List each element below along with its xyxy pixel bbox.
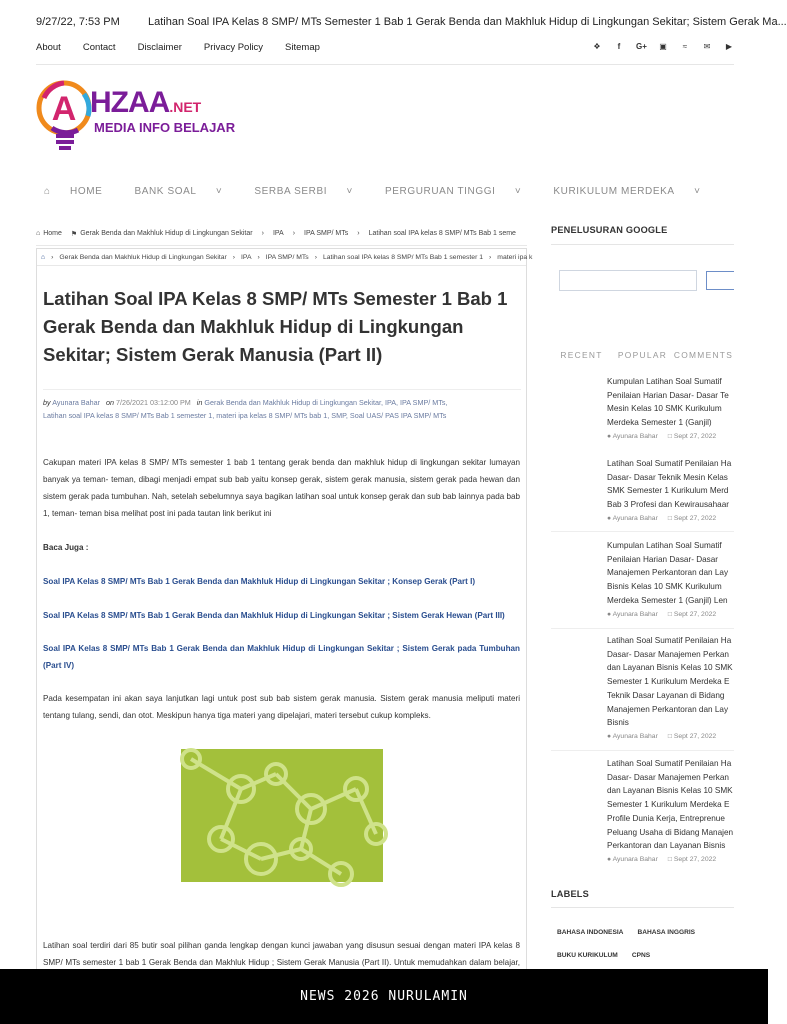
user-icon: ●: [607, 732, 612, 740]
current-datetime: 9/27/22, 7:53 PM: [36, 16, 120, 28]
nav-perguruan-tinggi[interactable]: PERGURUAN TINGGI ˅: [384, 186, 522, 197]
home-icon: ⌂: [44, 186, 51, 197]
recent-post-title[interactable]: Kumpulan Latihan Soal Sumatif Penilaian Harian Dasar- Dasar Te Mesin Kelas 10 SMK Kurikulum Merdeka Semester 1 (Ganjil): [607, 377, 729, 428]
logo-bulb-icon: [34, 76, 96, 166]
breadcrumb-item[interactable]: materi ipa k: [497, 253, 533, 261]
breadcrumb: ⌂ Home ⚑ Gerak Benda dan Makhluk Hidup di Lingkungan Sekitar › IPA › IPA SMP/ MTs › Latihan soal IPA kelas 8 SMP/ MTs Bab 1 seme: [36, 222, 527, 246]
user-icon: ●: [607, 610, 612, 618]
post-date: 7/26/2021 03:12:00 PM: [116, 398, 191, 407]
post-breadcrumb: ⌂ › Gerak Benda dan Makhluk Hidup di Lingkungan Sekitar › IPA › IPA SMP/ MTs › Latihan soal IPA kelas 8 SMP/ MTs Bab 1 semester 1 › materi ipa k: [37, 249, 526, 266]
labels-row: [557, 952, 650, 959]
logo-letter: A: [51, 90, 77, 128]
post-content-area: [36, 222, 533, 982]
sidebar-divider: [551, 244, 734, 245]
post-title: Latihan Soal IPA Kelas 8 SMP/ MTs Semester 1 Bab 1 Gerak Benda dan Makhluk Hidup di Lingkungan Sekitar; Sistem Gerak Manusia (Part II): [43, 288, 508, 365]
label-bahasa-indonesia[interactable]: BAHASA INDONESIA: [557, 929, 624, 936]
post-categories-more[interactable]: Latihan soal IPA kelas 8 SMP/ MTs Bab 1 semester 1, materi ipa kelas 8 SMP/ MTs bab 1, SMP, Soal UAS/ PAS IPA SMP/ MTs: [43, 411, 447, 420]
post-intro-paragraph: Cakupan materi IPA kelas 8 SMP/ MTs semester 1 bab 1 tentang gerak benda dan makhluk hidup di lingkungan sekitar lumayan banyak ya teman- teman, dibagi menjadi empat sub bab yaitu konsep gerak, sistem gerak manusia, sistem gerak pada hewan dan sistem gerak pada tumbuhan. Nah, setelah sebelumnya saya bagikan latihan soal untuk konsep gerak dan sub bab lainnya pada bab 1, teman- teman bisa melihat post ini pada tautan link berikut ini: [43, 458, 520, 518]
breadcrumb-item[interactable]: IPA SMP/ MTs: [304, 230, 349, 237]
sidebar-tabs: [551, 350, 734, 366]
nav-about-link[interactable]: About: [36, 42, 61, 53]
news-ticker[interactable]: Latihan Soal IPA Kelas 8 SMP/ MTs Semester 1 Bab 1 Gerak Benda dan Makhluk Hidup di Lingkungan Sekitar; Sistem Gerak Ma...: [148, 16, 787, 28]
breadcrumb-item[interactable]: Latihan soal IPA kelas 8 SMP/ MTs Bab 1 semester 1: [322, 253, 484, 261]
main-navigation: [44, 186, 733, 197]
nav-home[interactable]: ⌂ HOME: [44, 186, 103, 197]
molecule-icon: [181, 749, 383, 882]
recent-post-item[interactable]: [607, 539, 734, 618]
sidebar-item-divider: [551, 750, 734, 751]
baca-juga-heading: Baca Juga :: [43, 543, 89, 552]
rss-icon[interactable]: ≈: [682, 42, 688, 51]
post-categories[interactable]: Gerak Benda dan Makhluk Hidup di Lingkungan Sekitar, IPA, IPA SMP/ MTs,: [204, 398, 448, 407]
site-logo[interactable]: [34, 76, 244, 166]
chevron-down-icon: ˅: [346, 186, 353, 197]
recent-post-item[interactable]: [607, 375, 734, 440]
tab-popular[interactable]: POPULAR: [617, 350, 668, 360]
related-link-part-1[interactable]: Soal IPA Kelas 8 SMP/ MTs Bab 1 Gerak Benda dan Makhluk Hidup di Lingkungan Sekitar ; Konsep Gerak (Part I): [43, 577, 476, 586]
user-icon: ●: [607, 432, 612, 440]
recent-post-meta: ● Ayunara Bahar □ Sept 27, 2022: [607, 432, 717, 440]
facebook-icon[interactable]: f: [617, 42, 621, 51]
tab-recent[interactable]: RECENT: [560, 350, 603, 360]
recent-post-title[interactable]: Latihan Soal Sumatif Penilaian Ha Dasar- Dasar Manajemen Perkan dan Layanan Bisnis Kelas 10 SMK Semester 1 Kurikulum Merdeka E Profile Dunia Kerja, Entreprenue Peluang Usaha di Bidang Manajen Perkantoran dan Layanan Bisnis: [607, 759, 734, 851]
recent-post-title[interactable]: Latihan Soal Sumatif Penilaian Ha Dasar- Dasar Manajemen Perkan dan Layanan Bisnis Kelas 10 SMK Semester 1 Kurikulum Merdeka E Teknik Dasar Layanan di Bidang Manajemen Perkantoran dan Lay Bisnis: [607, 636, 733, 728]
post-paragraph-2: Pada kesempatan ini akan saya lanjutkan lagi untuk post sub bab sistem gerak manusia. Sistem gerak manusia meliputi materi tentang tulang, sendi, dan otot. Meskipun hanya tiga materi yang dipelajari, materi tersebut cukup kompleks.: [43, 694, 520, 720]
breadcrumb-home[interactable]: Home: [43, 230, 62, 237]
google-search-button[interactable]: [706, 271, 734, 290]
nav-contact-link[interactable]: Contact: [82, 42, 116, 53]
instagram-icon[interactable]: ▣: [659, 42, 667, 51]
recent-post-meta: ● Ayunara Bahar □ Sept 27, 2022: [607, 855, 717, 863]
post-author[interactable]: Ayunara Bahar: [52, 398, 101, 407]
recent-post-item[interactable]: [607, 634, 734, 740]
footer-banner: [0, 969, 768, 1024]
nav-sitemap-link[interactable]: Sitemap: [285, 42, 320, 53]
google-search-heading: PENELUSURAN GOOGLE: [551, 225, 668, 235]
google-search-input[interactable]: [559, 270, 697, 291]
breadcrumb-item[interactable]: IPA SMP/ MTs: [265, 253, 309, 261]
recent-post-meta: ● Ayunara Bahar □ Sept 27, 2022: [607, 610, 717, 618]
tag-icon: ⚑: [70, 230, 78, 238]
nav-disclaimer-link[interactable]: Disclaimer: [137, 42, 182, 53]
footer-text: NEWS 2026 NURULAMIN: [300, 989, 468, 1004]
recent-post-title[interactable]: Latihan Soal Sumatif Penilaian Ha Dasar- Dasar Teknik Mesin Kelas SMK Semester 1 Kurikulum Merd Bab 3 Profesi dan Kewirausahaar: [607, 459, 732, 510]
post-card: [36, 248, 533, 1008]
google-plus-icon[interactable]: G+: [636, 42, 647, 51]
post-meta: by Ayunara Bahar on 7/26/2021 03:12:00 PM in Gerak Benda dan Makhluk Hidup di Lingkungan Sekitar, IPA, IPA SMP/ MTs, Latihan soal IPA kelas 8 SMP/ MTs Bab 1 semester 1, materi ipa kelas 8 SMP/ MTs bab 1, SMP, Soal UAS/ PAS IPA SMP/ MTs: [43, 389, 521, 422]
home-icon: ⌂: [41, 253, 46, 261]
recent-post-meta: ● Ayunara Bahar □ Sept 27, 2022: [607, 732, 717, 740]
sidebar-item-divider: [551, 628, 734, 629]
user-icon: ●: [607, 855, 612, 863]
twitter-icon[interactable]: ❖: [593, 42, 601, 51]
logo-tagline: MEDIA INFO BELAJAR: [94, 120, 236, 135]
nav-serba-serbi[interactable]: SERBA SERBI ˅: [254, 186, 353, 197]
calendar-icon: □: [667, 732, 672, 740]
home-icon: ⌂: [36, 230, 41, 237]
top-nav-links: [36, 42, 342, 64]
chevron-down-icon: ˅: [215, 186, 223, 197]
user-icon: ●: [607, 514, 612, 522]
logo-tld: .NET: [169, 99, 202, 115]
calendar-icon: □: [667, 514, 672, 522]
top-navigation: [36, 42, 734, 64]
recent-post-item[interactable]: [607, 457, 734, 522]
label-bahasa-inggris[interactable]: BAHASA INGGRIS: [637, 929, 696, 936]
related-link-part-4[interactable]: Soal IPA Kelas 8 SMP/ MTs Bab 1 Gerak Benda dan Makhluk Hidup di Lingkungan Sekitar ; Sistem Gerak pada Tumbuhan (Part IV): [43, 644, 520, 670]
chevron-down-icon: ˅: [514, 186, 522, 197]
post-paragraph-3: Latihan soal terdiri dari 85 butir soal pilihan ganda lengkap dengan kunci jawaban yang disusun sesuai dengan materi IPA kelas 8 SMP/ MTs semester 1 bab 1 Gerak Benda dan Makhluk Hidup ; Sistem Gerak Manusia (Part II). Untuk memudahkan dalam belajar,: [43, 941, 520, 967]
recent-post-item[interactable]: [607, 757, 734, 863]
calendar-icon: □: [667, 855, 672, 863]
youtube-icon[interactable]: ▶: [725, 42, 733, 51]
molecule-illustration: [181, 749, 383, 882]
logo-brand: HZAA.NET: [90, 86, 202, 119]
tab-comments[interactable]: COMMENTS: [673, 350, 734, 360]
recent-post-meta: ● Ayunara Bahar □ Sept 27, 2022: [607, 514, 717, 522]
nav-privacy-policy-link[interactable]: Privacy Policy: [203, 42, 264, 53]
breadcrumb-item[interactable]: Gerak Benda dan Makhluk Hidup di Lingkungan Sekitar: [59, 253, 227, 261]
top-bar: [36, 16, 787, 34]
calendar-icon: □: [667, 610, 672, 618]
top-divider: [36, 64, 734, 65]
email-icon[interactable]: ✉: [703, 42, 711, 51]
labels-heading: LABELS: [551, 889, 589, 899]
related-link-part-3[interactable]: Soal IPA Kelas 8 SMP/ MTs Bab 1 Gerak Benda dan Makhluk Hidup di Lingkungan Sekitar ; Sistem Gerak Hewan (Part III): [43, 611, 505, 620]
social-icons: [592, 42, 734, 64]
nav-kurikulum-merdeka[interactable]: KURIKULUM MERDEKA ˅: [553, 186, 701, 197]
breadcrumb-item[interactable]: Latihan soal IPA kelas 8 SMP/ MTs Bab 1 seme: [368, 230, 516, 237]
breadcrumb-item[interactable]: IPA: [272, 230, 284, 237]
label-cpns[interactable]: CPNS: [631, 952, 651, 959]
chevron-down-icon: ˅: [694, 186, 701, 197]
breadcrumb-item[interactable]: IPA: [241, 253, 252, 261]
calendar-icon: □: [667, 432, 672, 440]
labels-row: [557, 929, 695, 936]
breadcrumb-item[interactable]: Gerak Benda dan Makhluk Hidup di Lingkungan Sekitar: [80, 230, 253, 237]
recent-post-title[interactable]: Kumpulan Latihan Soal Sumatif Penilaian Harian Dasar- Dasar Manajemen Perkantoran dan Lay Bisnis Kelas 10 SMK Kurikulum Merdeka Semester 1 (Ganjil) Len: [607, 541, 729, 605]
label-buku-kurikulum[interactable]: BUKU KURIKULUM: [557, 952, 618, 959]
nav-bank-soal[interactable]: BANK SOAL ˅: [134, 186, 223, 197]
sidebar-item-divider: [551, 531, 734, 532]
sidebar-divider: [551, 907, 734, 908]
